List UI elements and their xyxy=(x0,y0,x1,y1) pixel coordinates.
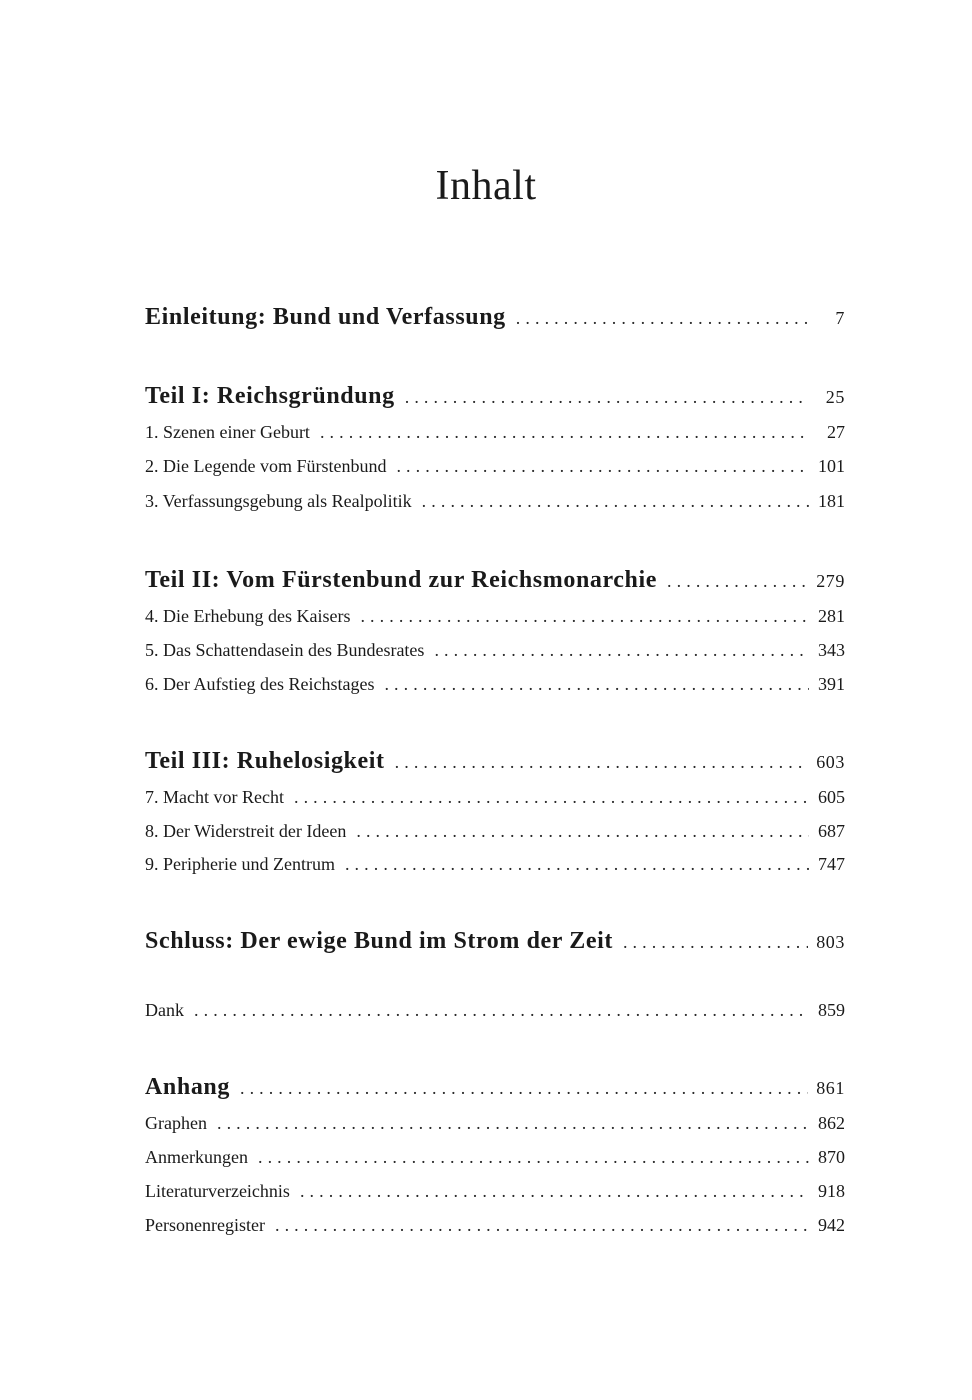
toc-entry-page: 279 xyxy=(816,571,845,591)
toc-entry-label: 9. Peripherie und Zentrum xyxy=(145,854,335,874)
toc-entry-label: Schluss: Der ewige Bund im Strom der Zeit xyxy=(145,928,613,954)
dot-leader xyxy=(623,927,808,957)
toc-entry-label: 6. Der Aufstieg des Reichstages xyxy=(145,674,375,694)
dot-leader xyxy=(422,489,809,513)
page-title: Inhalt xyxy=(435,163,537,209)
toc-entry-page: 101 xyxy=(818,456,845,476)
dot-leader xyxy=(275,1213,809,1237)
toc-entry-label: Teil II: Vom Fürstenbund zur Reichsmonarchie xyxy=(145,567,658,593)
toc-entry-section[interactable] xyxy=(145,381,845,412)
toc-entry-section[interactable] xyxy=(145,1072,845,1103)
dot-leader xyxy=(194,998,809,1022)
toc-entry-page: 861 xyxy=(816,1078,845,1098)
toc-entry-label: Dank xyxy=(145,1000,184,1020)
toc-entry-page: 27 xyxy=(827,422,845,442)
dot-leader xyxy=(516,303,809,333)
dot-leader xyxy=(434,638,809,662)
toc-entry-page: 181 xyxy=(818,491,845,511)
dot-leader xyxy=(300,1179,809,1203)
dot-leader xyxy=(240,1073,808,1103)
toc-entry-page: 859 xyxy=(818,1000,845,1020)
toc-entry-page: 7 xyxy=(835,308,845,328)
toc-entry-page: 343 xyxy=(818,640,845,660)
dot-leader xyxy=(396,454,809,478)
toc-entry-page: 391 xyxy=(818,674,845,694)
toc-entry-page: 747 xyxy=(818,854,845,874)
toc-entry-chapter[interactable] xyxy=(145,1179,845,1203)
toc-entry-label: 4. Die Erhebung des Kaisers xyxy=(145,606,351,626)
dot-leader xyxy=(405,382,809,412)
toc-entry-chapter[interactable] xyxy=(145,489,845,513)
toc-entry-label: Personenregister xyxy=(145,1215,265,1235)
toc-entry-label: Teil III: Ruhelosigkeit xyxy=(145,748,385,774)
toc-entry-chapter[interactable] xyxy=(145,1111,845,1135)
toc-entry-label: 2. Die Legende vom Fürstenbund xyxy=(145,456,387,476)
toc-entry-label: Anmerkungen xyxy=(145,1147,248,1167)
toc-entry-page: 603 xyxy=(816,752,845,772)
toc-entry-page: 942 xyxy=(818,1215,845,1235)
toc-entry-page: 25 xyxy=(825,387,845,407)
dot-leader xyxy=(360,604,809,628)
toc-entry-label: 8. Der Widerstreit der Ideen xyxy=(145,821,347,841)
toc-entry-label: Literaturverzeichnis xyxy=(145,1181,290,1201)
dot-leader xyxy=(345,852,809,876)
toc-entry-page: 281 xyxy=(818,606,845,626)
toc-entry-label: 3. Verfassungsgebung als Realpolitik xyxy=(145,491,412,511)
toc-entry-chapter[interactable] xyxy=(145,852,845,876)
dot-leader xyxy=(356,819,809,843)
toc-entry-label: Anhang xyxy=(145,1074,230,1100)
toc-entry-chapter[interactable] xyxy=(145,604,845,628)
toc-entry-page: 918 xyxy=(818,1181,845,1201)
toc-entry-chapter[interactable] xyxy=(145,998,845,1022)
toc-entry-label: 1. Szenen einer Geburt xyxy=(145,422,310,442)
toc-entry-chapter[interactable] xyxy=(145,1145,845,1169)
dot-leader xyxy=(294,785,809,809)
toc-entry-label: 7. Macht vor Recht xyxy=(145,787,284,807)
dot-leader xyxy=(320,420,809,444)
toc-entry-label: Teil I: Reichsgründung xyxy=(145,383,395,409)
dot-leader xyxy=(217,1111,809,1135)
toc-entry-chapter[interactable] xyxy=(145,454,845,478)
dot-leader xyxy=(395,747,809,777)
toc-entry-chapter[interactable] xyxy=(145,420,845,444)
toc-entry-label: Graphen xyxy=(145,1113,207,1133)
toc-entry-label: 5. Das Schattendasein des Bundesrates xyxy=(145,640,425,660)
toc-entry-section[interactable] xyxy=(145,302,845,333)
toc-entry-page: 687 xyxy=(818,821,845,841)
toc-entry-chapter[interactable] xyxy=(145,785,845,809)
dot-leader xyxy=(258,1145,809,1169)
toc-entry-section[interactable] xyxy=(145,746,845,777)
toc-entry-page: 803 xyxy=(816,932,845,952)
toc-entry-chapter[interactable] xyxy=(145,819,845,843)
toc-entry-section[interactable] xyxy=(145,565,845,596)
toc-entry-chapter[interactable] xyxy=(145,672,845,696)
toc-entry-label: Einleitung: Bund und Verfassung xyxy=(145,304,506,330)
toc-entry-section[interactable] xyxy=(145,926,845,957)
toc-entry-page: 862 xyxy=(818,1113,845,1133)
toc-entry-page: 605 xyxy=(818,787,845,807)
toc-entry-page: 870 xyxy=(818,1147,845,1167)
toc-entry-chapter[interactable] xyxy=(145,1213,845,1237)
dot-leader xyxy=(667,566,808,596)
dot-leader xyxy=(384,672,809,696)
toc-entry-chapter[interactable] xyxy=(145,638,845,662)
